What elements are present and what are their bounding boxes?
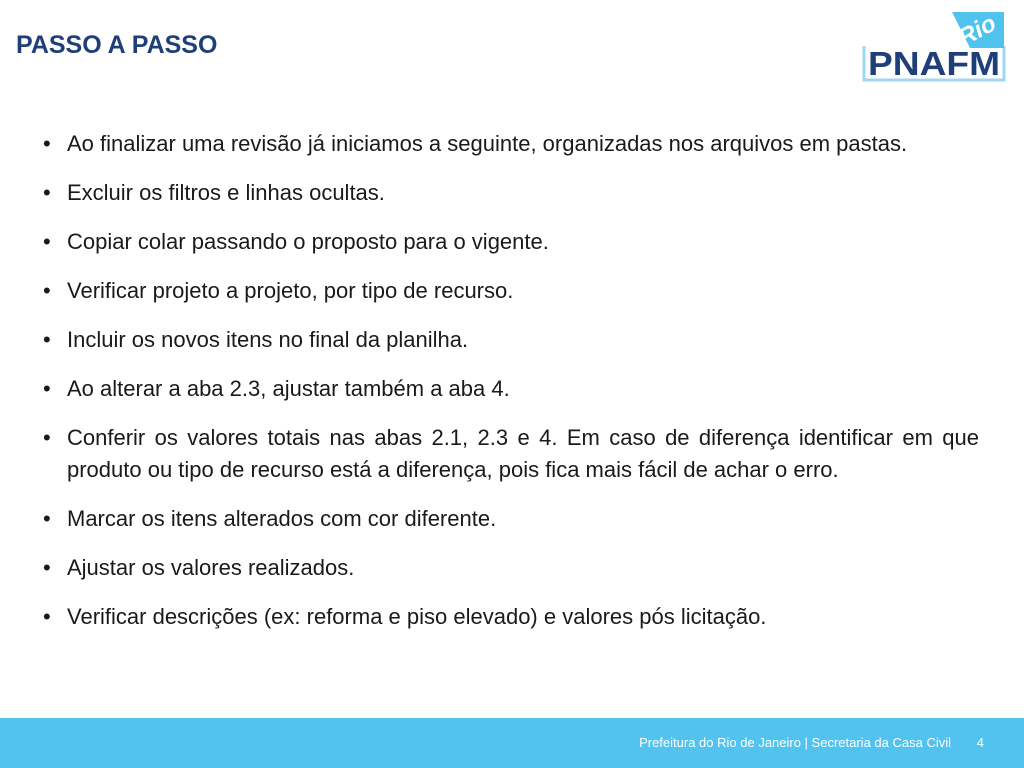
- bullet-dot-icon: •: [43, 506, 51, 531]
- footer-bar: [0, 718, 1024, 768]
- list-item: [40, 373, 979, 405]
- bullet-dot-icon: •: [43, 376, 51, 401]
- pnafm-rio-logo: [860, 8, 1010, 88]
- list-item: [40, 275, 979, 307]
- bullet-dot-icon: •: [43, 180, 51, 205]
- bullet-dot-icon: •: [43, 327, 51, 352]
- list-item-text: Marcar os itens alterados com cor diferente.: [67, 506, 497, 531]
- list-item: [40, 177, 979, 209]
- list-item-text: Ao finalizar uma revisão já iniciamos a seguinte, organizadas nos arquivos em pastas.: [67, 131, 908, 156]
- list-item-text: Ajustar os valores realizados.: [67, 555, 355, 580]
- list-item: [40, 226, 979, 258]
- page-title: PASSO A PASSO: [16, 31, 218, 59]
- page-number: 4: [976, 735, 984, 750]
- bullet-dot-icon: •: [43, 425, 51, 450]
- list-item: [40, 128, 979, 160]
- list-item-text: Conferir os valores totais nas abas 2.1, 2.3 e 4. Em caso de diferença identificar em que produto ou tipo de recurso está a diferença, pois fica mais fácil de achar o erro.: [67, 425, 979, 482]
- list-item: [40, 324, 979, 356]
- list-item-text: Copiar colar passando o proposto para o vigente.: [67, 229, 549, 254]
- rio-badge-text: Rio: [953, 9, 1001, 52]
- list-item: [40, 503, 979, 535]
- bullet-dot-icon: •: [43, 229, 51, 254]
- footer-text: Prefeitura do Rio de Janeiro | Secretaria da Casa Civil: [639, 735, 951, 750]
- list-item: [40, 552, 979, 584]
- list-item: [40, 601, 979, 633]
- bullet-dot-icon: •: [43, 604, 51, 629]
- bullet-dot-icon: •: [43, 555, 51, 580]
- pnafm-logo-graphic: [860, 8, 1010, 88]
- bullet-dot-icon: •: [43, 278, 51, 303]
- pnafm-wordmark: PNAFM: [868, 45, 1000, 82]
- list-item-text: Excluir os filtros e linhas ocultas.: [67, 180, 385, 205]
- bullet-dot-icon: •: [43, 131, 51, 156]
- list-item-text: Incluir os novos itens no final da planilha.: [67, 327, 469, 352]
- list-item: [40, 422, 979, 486]
- list-item-text: Verificar projeto a projeto, por tipo de recurso.: [67, 278, 514, 303]
- step-list: [40, 128, 979, 650]
- list-item-text: Verificar descrições (ex: reforma e piso elevado) e valores pós licitação.: [67, 604, 767, 629]
- list-item-text: Ao alterar a aba 2.3, ajustar também a aba 4.: [67, 376, 510, 401]
